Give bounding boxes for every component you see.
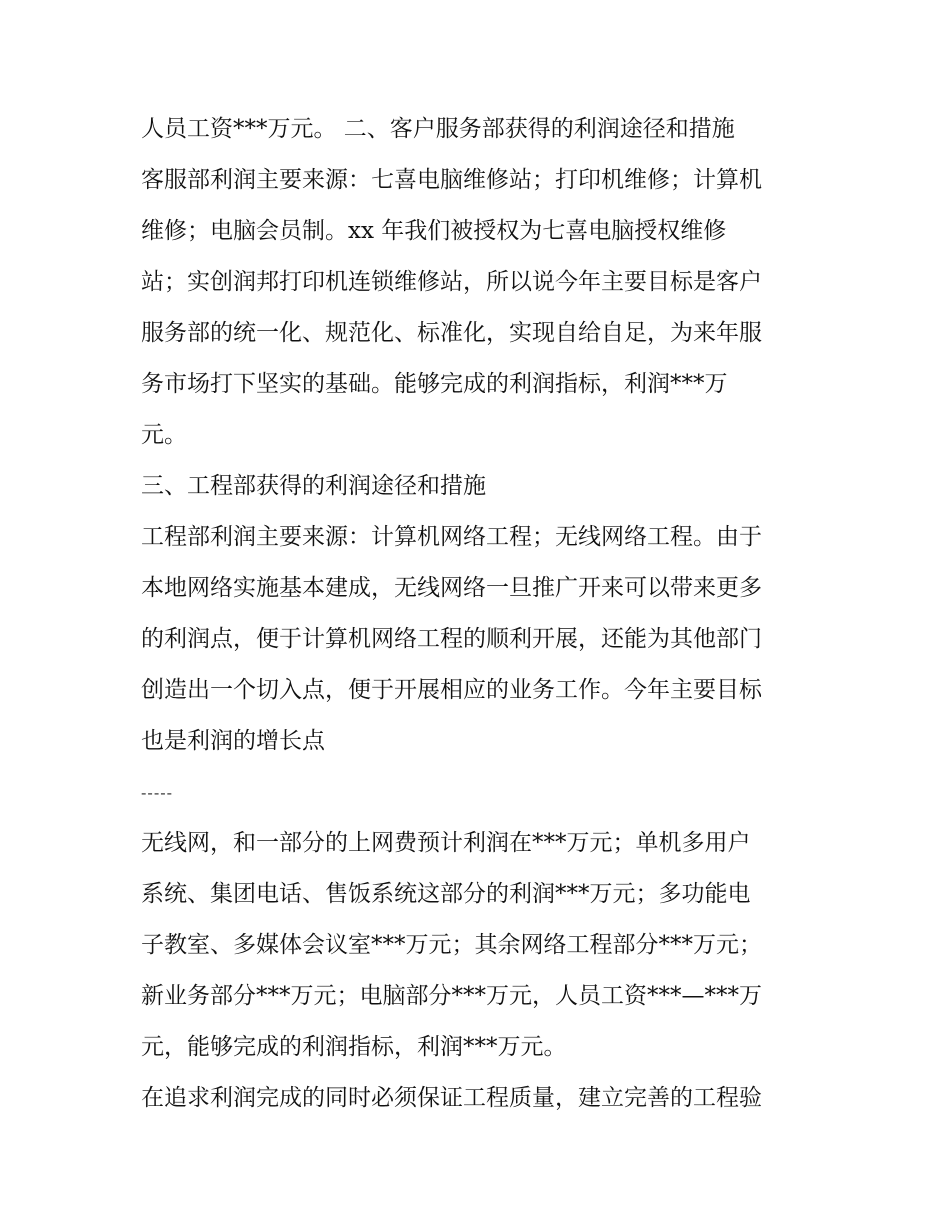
section-heading: 三、工程部获得的利润途径和措施	[141, 473, 486, 499]
text-line: 务市场打下坚实的基础。能够完成的利润指标，利润***万	[141, 371, 728, 397]
text-line: 本地网络实施基本建成，无线网络一旦推广开来可以带来更多	[141, 575, 762, 601]
text-line: 维修；电脑会员制。xx 年我们被授权为七喜电脑授权维修	[141, 218, 727, 244]
text-line: 在追求利润完成的同时必须保证工程质量，建立完善的工程验	[141, 1085, 762, 1111]
text-line: 新业务部分***万元；电脑部分***万元，人员工资***—***万	[141, 983, 762, 1009]
document-body	[141, 104, 816, 1124]
text-line: 创造出一个切入点，便于开展相应的业务工作。今年主要目标	[141, 677, 762, 703]
text-line: 人员工资***万元。 二、客户服务部获得的利润途径和措施	[141, 116, 735, 142]
separator-dashes: -----	[141, 783, 174, 802]
text-line: 系统、集团电话、售饭系统这部分的利润***万元；多功能电	[141, 881, 751, 907]
text-line: 的利润点，便于计算机网络工程的顺利开展，还能为其他部门	[141, 626, 762, 652]
text-line: 无线网，和一部分的上网费预计利润在***万元；单机多用户	[141, 830, 751, 856]
text-line: 服务部的统一化、规范化、标准化，实现自给自足，为来年服	[141, 320, 762, 346]
text-line: 站；实创润邦打印机连锁维修站，所以说今年主要目标是客户	[141, 269, 762, 295]
text-line: 客服部利润主要来源：七喜电脑维修站；打印机维修；计算机	[141, 167, 762, 193]
text-line: 元，能够完成的利润指标，利润***万元。	[141, 1034, 567, 1060]
text-line: 子教室、多媒体会议室***万元；其余网络工程部分***万元；	[141, 932, 762, 958]
text-line: 工程部利润主要来源：计算机网络工程；无线网络工程。由于	[141, 524, 762, 550]
text-line: 元。	[141, 422, 187, 448]
text-line: 也是利润的增长点	[141, 728, 325, 754]
